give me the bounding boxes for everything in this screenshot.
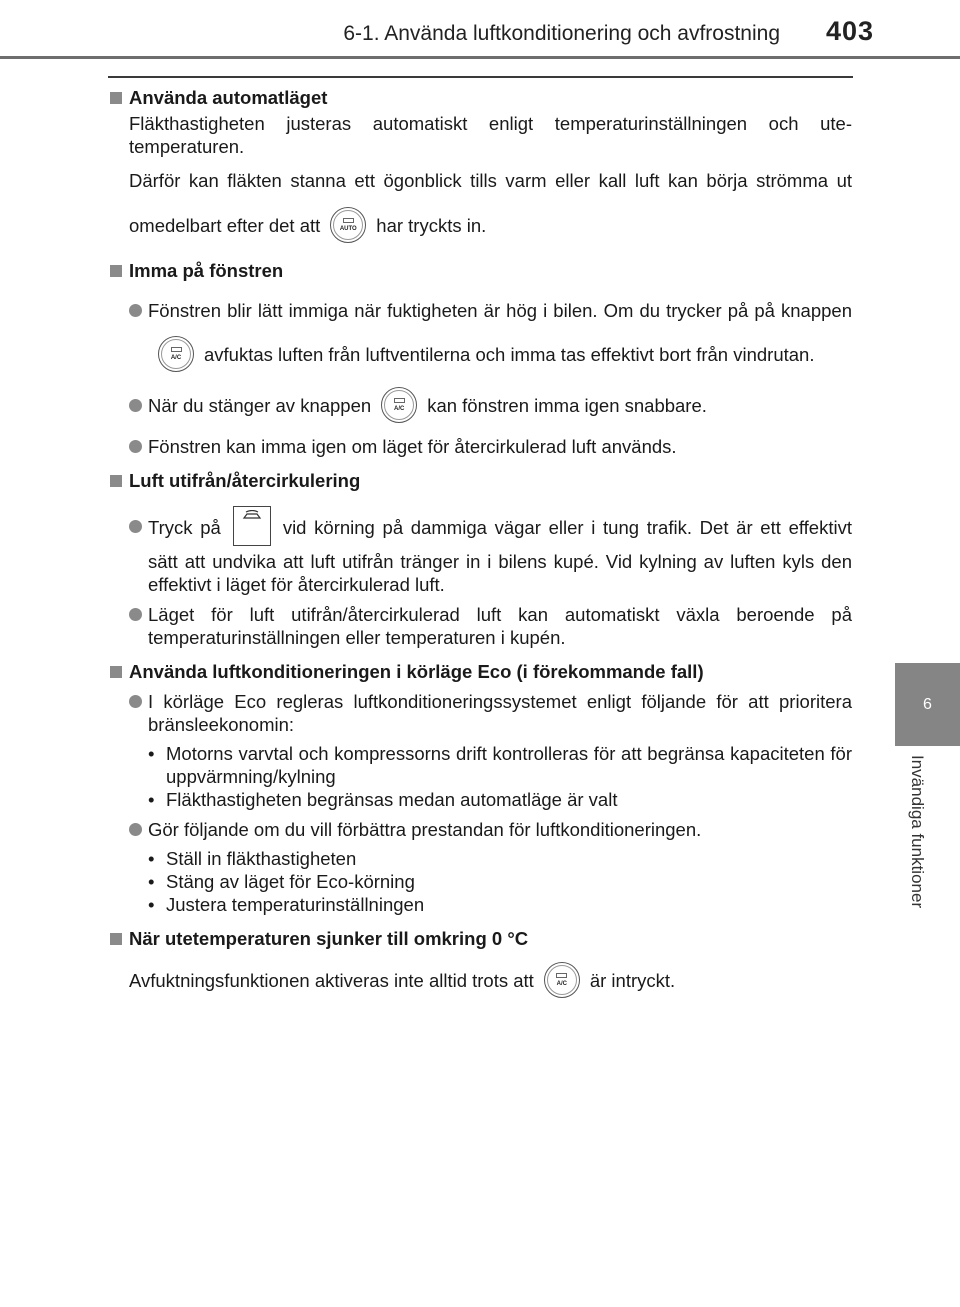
page-content [110, 86, 852, 1003]
round-bullet-icon [129, 520, 142, 533]
square-bullet-icon [110, 666, 122, 678]
list-item: • Fläkthastigheten begränsas medan automatläge är valt [148, 789, 618, 810]
eco-item-1: I körläge Eco regleras luftkonditioneringssystemet enligt följande för att prioritera bränsleekonomin: [110, 690, 852, 736]
eco-sublist-1 [110, 742, 852, 811]
section-heading-recirc: Luft utifrån/återcirkulering [110, 469, 852, 492]
round-bullet-icon [129, 399, 142, 412]
ac-button-icon: A/C [544, 962, 580, 998]
square-bullet-icon [110, 92, 122, 104]
eco-item-2: Gör följande om du vill förbättra prestandan för luftkonditioneringen. [110, 818, 852, 841]
header-rule [0, 56, 960, 59]
fog-item-3: Fönstren kan imma igen om läget för återcirkulerad luft används. [110, 435, 852, 458]
list-item: • Ställ in fläkthastigheten [148, 848, 357, 869]
square-bullet-icon [110, 265, 122, 277]
chapter-tab [895, 663, 960, 746]
content-top-rule [108, 76, 853, 78]
ac-button-icon: A/C [158, 336, 194, 372]
round-bullet-icon [129, 440, 142, 453]
recirc-item-1: Tryck på vid körning på dammiga vägar eller i tung trafik. Det är ett effektivt sätt att undvika att luft utifrån tränger in i bilens kupé. Vid kylning av luften kyls den effektivt i läget för återcirkulerad luft. [110, 506, 852, 596]
cold-paragraph: Avfuktningsfunktionen aktiveras inte alltid trots att A/C är intryckt. [110, 958, 852, 1003]
round-bullet-icon [129, 304, 142, 317]
section-heading-eco: Använda luftkonditioneringen i körläge Eco (i förekommande fall) [110, 660, 852, 683]
recirculation-button-icon [233, 506, 271, 546]
list-item: • Motorns varvtal och kompressorns drift kontrolleras för att begränsa kapaciteten för uppvärmning/kylning [148, 743, 852, 787]
chapter-tab-label: Invändiga funktioner [908, 755, 927, 909]
section-heading-fog: Imma på fönstren [110, 259, 852, 282]
recirc-item-2: Läget för luft utifrån/återcirkulerad luft kan automatiskt växla beroende på temperaturinställningen eller temperaturen i kupén. [110, 603, 852, 649]
square-bullet-icon [110, 933, 122, 945]
fog-item-2: När du stänger av knappen A/C kan fönstren imma igen snabbare. [110, 384, 852, 428]
square-bullet-icon [110, 475, 122, 487]
auto-paragraph-2: Därför kan fläkten stanna ett ögonblick tills varm eller kall luft kan börja strömma ut omedelbart efter det att AUTO har tryckts in. [110, 158, 852, 248]
list-item: • Stäng av läget för Eco-körning [148, 871, 415, 892]
round-bullet-icon [129, 608, 142, 621]
round-bullet-icon [129, 695, 142, 708]
ac-button-icon: A/C [381, 387, 417, 423]
section-heading-auto: Använda automatläget [110, 86, 852, 109]
list-item: • Justera temperaturinställningen [148, 894, 425, 915]
chapter-title: 6-1. Använda luftkonditionering och avfrostning [343, 22, 780, 45]
section-heading-cold: När utetemperaturen sjunker till omkring 0 °C [110, 927, 852, 950]
eco-sublist-2 [110, 847, 852, 916]
page-number: 403 [826, 16, 875, 46]
auto-paragraph-1: Fläkthastigheten justeras automatiskt enligt temperaturinställningen och utetemperaturen. [129, 113, 852, 157]
round-bullet-icon [129, 823, 142, 836]
auto-button-icon: AUTO [330, 207, 366, 243]
fog-item-1: Fönstren blir lätt immiga när fuktigheten är hög i bilen. Om du trycker på på knappen A/C avfuktas luften från luftventilerna och imma tas effektivt bort från vindrutan. [110, 289, 852, 377]
chapter-tab-number: 6 [923, 695, 932, 713]
